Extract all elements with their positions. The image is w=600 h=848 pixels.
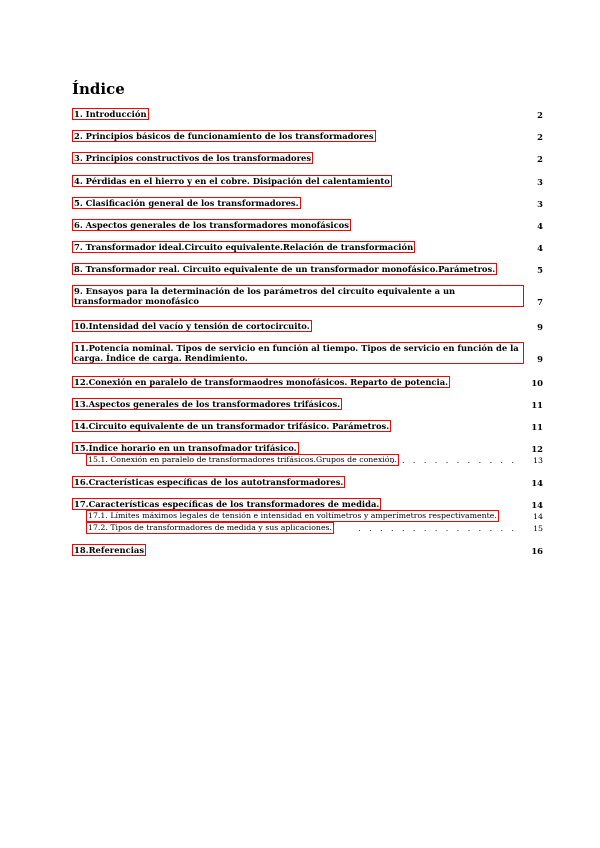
toc-subentry [72, 510, 543, 522]
toc-link[interactable]: 16.Cracterísticas específicas de los autotransformadores. [74, 477, 344, 487]
toc-page-number: 16 [531, 546, 543, 556]
toc-page-number: 9 [537, 322, 543, 332]
toc-page-number: 2 [537, 132, 543, 142]
toc-link[interactable]: 2. Principios básicos de funcionamiento de los transformadores [74, 131, 374, 141]
toc-page-number: 9 [537, 354, 543, 364]
toc-link[interactable]: 5. Clasificación general de los transformadores. [74, 198, 299, 208]
toc-page-number: 14 [533, 512, 543, 521]
toc-entry [72, 342, 543, 364]
toc-entry [72, 152, 543, 164]
toc-page-number: 5 [537, 265, 543, 275]
toc-leader-dots: . . . . . . . . . . . . . . . [358, 524, 517, 533]
toc-page-number: 2 [537, 154, 543, 164]
toc-link[interactable]: 9. Ensayos para la determinación de los parámetros del circuito equivalente a un transformador monofásico [72, 285, 524, 307]
toc-page-number: 4 [537, 221, 543, 231]
toc-page-number: 10 [531, 378, 543, 388]
toc-link[interactable]: 1. Introducción [74, 109, 147, 119]
toc-entry [72, 544, 543, 556]
toc-link[interactable]: 4. Pérdidas en el hierro y en el cobre. Disipación del calentamiento [74, 176, 390, 186]
toc-entry [72, 175, 543, 187]
toc-link[interactable]: 8. Transformador real. Circuito equivalente de un transformador monofásico.Parámetros. [74, 264, 496, 274]
toc-page-number: 15 [533, 524, 543, 533]
toc-link[interactable]: 17.1. Límites máximos legales de tensión e intensidad en voltímetros y amperímetros respectivamente. [88, 511, 497, 520]
toc-link[interactable]: 12.Conexión en paralelo de transformaodres monofásicos. Reparto de potencia. [74, 377, 449, 387]
toc-link[interactable]: 10.Intensidad del vacío y tensión de cortocircuito. [74, 321, 310, 331]
toc-link[interactable]: 14.Circuito equivalente de un transformador trifásico. Parámetros. [74, 421, 390, 431]
toc-entry [72, 398, 543, 410]
toc-entry [72, 108, 543, 120]
toc-link[interactable]: 17.2. Tipos de transformadores de medida y sus aplicaciones. [88, 523, 333, 532]
toc-entry [72, 442, 543, 454]
toc-subentry [72, 454, 543, 466]
toc-page-number: 14 [531, 478, 543, 488]
toc-page-number: 2 [537, 110, 543, 120]
toc-entry [72, 197, 543, 209]
toc-entry [72, 320, 543, 332]
toc-link[interactable]: 15.Índice horario en un transofmador trifásico. [74, 443, 297, 453]
toc-entry [72, 498, 543, 510]
toc-page-number: 3 [537, 177, 543, 187]
toc-link[interactable]: 18.Referencias [74, 545, 145, 555]
toc-link[interactable]: 13.Aspectos generales de los transformadores trifásicos. [74, 399, 341, 409]
toc-entry [72, 420, 543, 432]
toc-entry [72, 376, 543, 388]
toc-page-number: 11 [531, 422, 543, 432]
toc-title: Índice [72, 80, 125, 98]
toc-entry [72, 241, 543, 253]
toc-page-number: 12 [531, 444, 543, 454]
toc-entry [72, 263, 543, 275]
toc-subentry [72, 522, 543, 534]
toc-entry [72, 285, 543, 307]
toc-leader-dots: . . . . . . . . . . . . [390, 456, 517, 465]
toc-page-number: 4 [537, 243, 543, 253]
toc-page-number: 7 [537, 297, 543, 307]
toc-page-number: 3 [537, 199, 543, 209]
toc-entry [72, 219, 543, 231]
toc-link[interactable]: 7. Transformador ideal.Circuito equivalente.Relación de transformación [74, 242, 414, 252]
toc-link[interactable]: 11.Potencia nominal. Tipos de servicio en función al tiempo. Tipos de servicio en función de la carga. Índice de carga. Rendimiento. [72, 342, 524, 364]
toc-page-number: 14 [531, 500, 543, 510]
toc-link[interactable]: 3. Principios constructivos de los transformadores [74, 153, 312, 163]
toc-entry [72, 476, 543, 488]
toc-link[interactable]: 6. Aspectos generales de los transformadores monofásicos [74, 220, 349, 230]
toc-entry [72, 130, 543, 142]
toc-link[interactable]: 15.1. Conexión en paralelo de transformadores trifásicos.Grupos de conexión. [88, 455, 398, 464]
toc-link[interactable]: 17.Características específicas de los transformadores de medida. [74, 499, 380, 509]
toc-page-number: 11 [531, 400, 543, 410]
toc-page-number: 13 [533, 456, 543, 465]
